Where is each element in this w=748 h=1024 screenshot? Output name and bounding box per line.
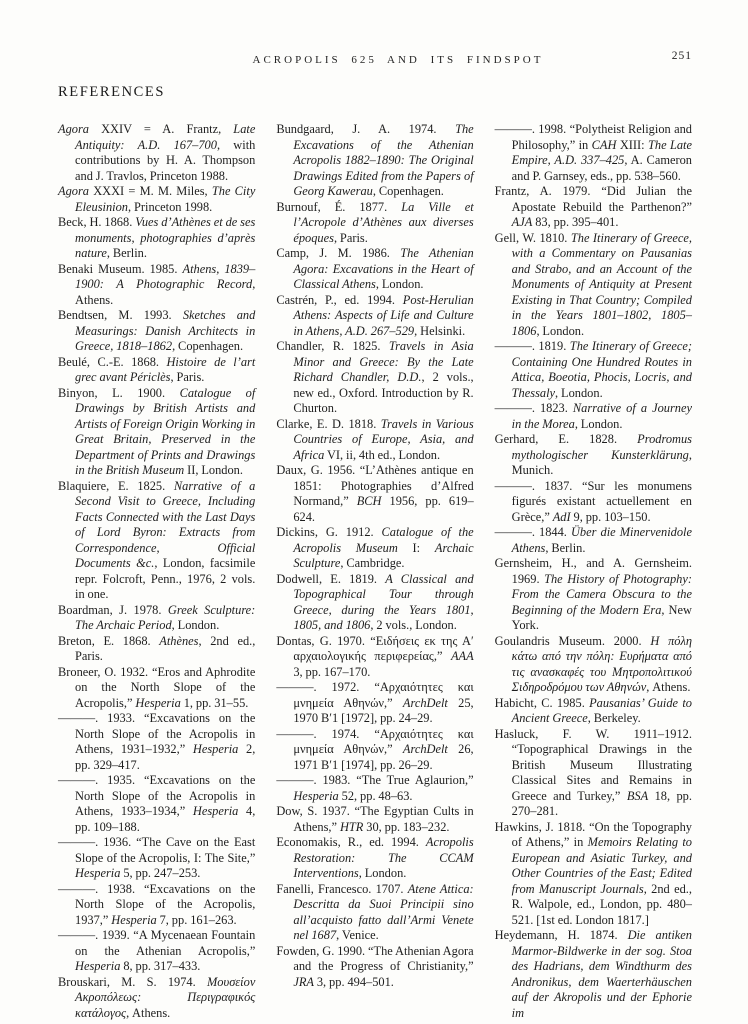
reference-entry: ———. 1972. “Αρχαιότητες και μνημεία Αθηνών,” ArchDelt 25, 1970 Β′1 [1972], pp. 24–29. [276,680,474,725]
reference-entry: ———. 1823. Narrative of a Journey in the Morea, London. [494,401,692,431]
reference-entry: Goulandris Museum. 2000. Η πόλη κάτω από την πόλη: Ευρήματα από τις ανασκαφές του Μητροπολιτικού Σιδηροδρόμου των Αθηνών, Athens. [494,633,692,694]
reference-entry: Brouskari, M. S. 1974. Μουσείον Ακροπόλεως: Περιγραφικός κατάλογος, Athens. [58,974,256,1020]
reference-entry: Benaki Museum. 1985. Athens, 1839–1900: A Photographic Record, Athens. [58,261,256,307]
reference-entry: Fowden, G. 1990. “The Athenian Agora and the Progress of Christianity,” JRA 3, pp. 494–501. [276,943,474,989]
reference-entry: ———. 1938. “Excavations on the North Slope of the Acropolis, 1937,” Hesperia 7, pp. 161–263. [58,881,256,927]
reference-entry: Breton, E. 1868. Athènes, 2nd ed., Paris. [58,633,256,663]
reference-entry: Dow, S. 1937. “The Egyptian Cults in Athens,” HTR 30, pp. 183–232. [276,804,474,834]
reference-entry: Heydemann, H. 1874. Die antiken Marmor-Bildwerke in der sog. Stoa des Hadrians, dem Windthurm des Andronikus, dem Waerterhäuschen auf der Akropolis und der Ephorie im [494,928,692,1020]
reference-entry: ———. 1844. Über die Minervenidole Athens, Berlin. [494,525,692,555]
reference-column-1 [58,122,255,1021]
reference-entry: Binyon, L. 1900. Catalogue of Drawings by British Artists and Artists of Foreign Origin Working in Great Britain, Preserved in the Department of Prints and Drawings in the British Museum II, London. [58,385,256,477]
page-number: 251 [671,50,692,62]
reference-entry: Gernsheim, H., and A. Gernsheim. 1969. The History of Photography: From the Camera Obscura to the Beginning of the Modern Era, New York. [494,556,692,632]
reference-entry: Bendtsen, M. 1993. Sketches and Measurings: Danish Architects in Greece, 1818–1862, Copenhagen. [58,308,256,353]
reference-entry: Blaquiere, E. 1825. Narrative of a Second Visit to Greece, Including Facts Connected with the Last Days of Lord Byron: Extracts from Correspondence, Official Documents &c., London, facsimile repr. Folcroft, Penn., 1976, 2 vols. in one. [58,478,256,601]
reference-entry: Agora XXXI = M. M. Miles, The City Eleusinion, Princeton 1998. [58,184,256,214]
reference-entry: Beck, H. 1868. Vues d’Athènes et de ses monuments, photographies d’après nature, Berlin. [58,215,256,260]
reference-entry: Fanelli, Francesco. 1707. Atene Attica: Descritta da Suoi Principii sino all’acquisto fatto dall’Armi Venete nel 1687, Venice. [276,881,474,942]
reference-entry: Castrén, P., ed. 1994. Post-Herulian Athens: Aspects of Life and Culture in Athens, A.D. 267–529, Helsinki. [276,292,474,338]
reference-entry: Bundgaard, J. A. 1974. The Excavations of the Athenian Acropolis 1882–1890: The Original Drawings Edited from the Papers of Georg Kawerau, Copenhagen. [276,122,474,198]
reference-entry: ———. 1936. “The Cave on the East Slope of the Acropolis, I: The Site,” Hesperia 5, pp. 247–253. [58,835,256,880]
reference-entry: Agora XXIV = A. Frantz, Late Antiquity: A.D. 167–700, with contributions by H. A. Thompson and J. Travlos, Princeton 1988. [58,122,256,183]
reference-entry: ———. 1998. “Polytheist Religion and Philosophy,” in CAH XIII: The Late Empire, A.D. 337–425, A. Cameron and P. Garnsey, eds., pp. 538–560. [494,122,692,183]
references-heading: REFERENCES [58,84,166,100]
reference-entry: Beulé, C.-E. 1868. Histoire de l’art grec avant Périclès, Paris. [58,354,256,384]
running-head-title: ACROPOLIS 625 AND ITS FINDSPOT [252,54,544,66]
running-head [0,50,748,68]
reference-entry: ———. 1983. “The True Aglaurion,” Hesperia 52, pp. 48–63. [276,773,474,803]
references-columns [58,122,692,1021]
reference-entry: ———. 1939. “A Mycenaean Fountain on the Athenian Acropolis,” Hesperia 8, pp. 317–433. [58,928,256,973]
reference-entry: Dontas, G. 1970. “Ειδήσεις εκ της Α′ αρχαιολογικής περιφερείας,” ΑΑΑ 3, pp. 167–170. [276,633,474,679]
reference-entry: ———. 1819. The Itinerary of Greece; Containing One Hundred Routes in Attica, Boeotia, Phocis, Locris, and Thessaly, London. [494,339,692,400]
reference-entry: Hawkins, J. 1818. “On the Topography of Athens,” in Memoirs Relating to European and Asiatic Turkey, and Other Countries of the East; Edited from Manuscript Journals, 2nd ed., R. Walpole, ed., London, pp. 480–521. [1st ed. London 1817.] [494,819,692,927]
reference-column-3 [495,122,692,1021]
reference-entry: Daux, G. 1956. “L’Athènes antique en 1851: Photographies d’Alfred Normand,” BCH 1956, pp. 619–624. [276,463,474,524]
reference-entry: Broneer, O. 1932. “Eros and Aphrodite on the North Slope of the Acropolis,” Hesperia 1, pp. 31–55. [58,664,256,710]
reference-entry: Habicht, C. 1985. Pausanias’ Guide to Ancient Greece, Berkeley. [494,695,692,725]
reference-entry: Gerhard, E. 1828. Prodromus mythologischer Kunsterklärung, Munich. [494,432,692,477]
reference-entry: Frantz, A. 1979. “Did Julian the Apostate Rebuild the Parthenon?” AJA 83, pp. 395–401. [494,184,692,229]
reference-entry: Camp, J. M. 1986. The Athenian Agora: Excavations in the Heart of Classical Athens, London. [276,246,474,291]
reference-entry: Dickins, G. 1912. Catalogue of the Acropolis Museum I: Archaic Sculpture, Cambridge. [276,525,474,570]
reference-entry: Boardman, J. 1978. Greek Sculpture: The Archaic Period, London. [58,602,256,632]
reference-entry: ———. 1837. “Sur les monumens figurés existant actuellement en Grèce,” AdI 9, pp. 103–150. [494,478,692,524]
reference-column-2 [276,122,473,1021]
reference-entry: ———. 1935. “Excavations on the North Slope of the Acropolis in Athens, 1933–1934,” Hesperia 4, pp. 109–188. [58,773,256,834]
reference-entry: ———. 1974. “Αρχαιότητες και μνημεία Αθηνών,” ArchDelt 26, 1971 Β′1 [1974], pp. 26–29. [276,726,474,772]
reference-entry: ———. 1933. “Excavations on the North Slope of the Acropolis in Athens, 1931–1932,” Hesperia 2, pp. 329–417. [58,711,256,772]
reference-entry: Dodwell, E. 1819. A Classical and Topographical Tour through Greece, during the Years 1801, 1805, and 1806, 2 vols., London. [276,571,474,632]
reference-entry: Burnouf, É. 1877. La Ville et l’Acropole d’Athènes aux diverses époques, Paris. [276,199,474,245]
reference-entry: Gell, W. 1810. The Itinerary of Greece, with a Commentary on Pausanias and Strabo, and an Account of the Monuments of Antiquity at Present Existing in That Country; Compiled in the Years 1801–1802, 1805–1806, London. [494,230,692,338]
reference-entry: Economakis, R., ed. 1994. Acropolis Restoration: The CCAM Interventions, London. [276,835,474,880]
reference-entry: Clarke, E. D. 1818. Travels in Various Countries of Europe, Asia, and Africa VI, ii, 4th ed., London. [276,416,474,462]
reference-entry: Chandler, R. 1825. Travels in Asia Minor and Greece: By the Late Richard Chandler, D.D., 2 vols., new ed., Oxford. Introduction by R. Churton. [276,339,474,415]
reference-entry: Hasluck, F. W. 1911–1912. “Topographical Drawings in the British Museum Illustrating Classical Sites and Remains in Greece and Turkey,” BSA 18, pp. 270–281. [494,726,692,818]
